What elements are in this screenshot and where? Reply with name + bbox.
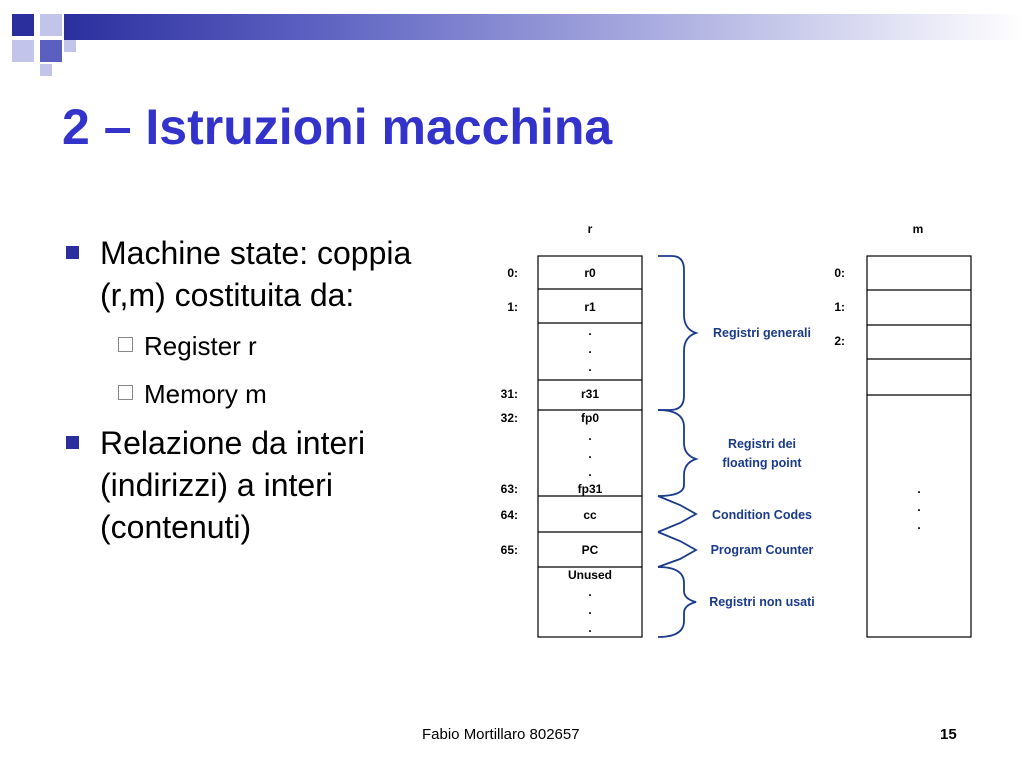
brace-unused (658, 567, 696, 637)
sub-bullet-text: Register r (144, 331, 257, 361)
group-label: floating point (722, 456, 802, 470)
memory-column-outline (867, 256, 971, 637)
register-address: 32: (500, 411, 518, 425)
corner-square-mid (40, 40, 62, 62)
ellipsis-dot: . (917, 500, 921, 514)
ellipsis-dot: . (588, 621, 592, 635)
ellipsis-dot: . (588, 324, 592, 338)
register-address: 63: (500, 482, 518, 496)
hollow-square-icon (118, 385, 133, 400)
ellipsis-dot: . (917, 518, 921, 532)
register-address: 64: (500, 508, 518, 522)
r-header: r (587, 222, 593, 236)
register-cell-label: r31 (580, 387, 600, 401)
register-address: 65: (500, 543, 518, 557)
register-address: 31: (500, 387, 518, 401)
bullet-text-line: Machine state: coppia (100, 235, 412, 271)
bullet-text-line: (r,m) costituita da: (100, 277, 355, 313)
register-cell-label: cc (583, 508, 597, 522)
bullet-square-icon (66, 246, 79, 259)
page-number: 15 (940, 726, 957, 743)
register-address: 1: (507, 300, 518, 314)
ellipsis-dot: . (588, 429, 592, 443)
ellipsis-dot: . (588, 342, 592, 356)
group-label: Registri generali (713, 326, 811, 340)
register-address: 0: (507, 266, 518, 280)
sub-bullet-item (62, 322, 502, 370)
register-cell-label: r1 (584, 300, 596, 314)
corner-square-light (40, 14, 62, 36)
machine-state-diagram (490, 215, 990, 645)
footer-author: Fabio Mortillaro 802657 (422, 726, 580, 743)
memory-column (867, 256, 971, 637)
brace-floating (658, 410, 696, 496)
corner-square-light (12, 40, 34, 62)
register-cell-label: Unused (567, 568, 613, 582)
corner-square-light (64, 40, 76, 52)
sub-bullet-text: Memory m (144, 379, 267, 409)
ellipsis-dot: . (588, 585, 592, 599)
group-label: Registri dei (727, 437, 797, 451)
group-braces (658, 256, 696, 637)
memory-address: 1: (834, 300, 845, 314)
group-label: Registri non usati (709, 595, 815, 609)
sub-bullet-item (62, 370, 502, 418)
bullet-text-line: (indirizzi) a interi (100, 467, 333, 503)
hollow-square-icon (118, 337, 133, 352)
bullet-text-line: Relazione da interi (100, 425, 366, 461)
group-label: Program Counter (710, 543, 814, 557)
bullet-list (62, 232, 502, 554)
bullet-square-icon (66, 436, 79, 449)
ellipsis-dot: . (588, 447, 592, 461)
bullet-text-line: (contenuti) (100, 509, 252, 545)
ellipsis-dot: . (588, 465, 592, 479)
bullet-item (62, 232, 502, 316)
corner-square-dark (12, 14, 34, 36)
group-label: Condition Codes (712, 508, 812, 522)
memory-address: 0: (834, 266, 845, 280)
corner-square-light (40, 64, 52, 76)
register-cell-label: PC (581, 543, 599, 557)
header-gradient-bar (64, 14, 1024, 40)
register-cell-label: fp0 (581, 411, 599, 425)
brace-cc (658, 496, 696, 532)
brace-general (658, 256, 696, 410)
bullet-item (62, 422, 502, 548)
brace-pc (658, 532, 696, 567)
ellipsis-dot: . (917, 482, 921, 496)
register-cell-label: fp31 (577, 482, 603, 496)
m-header: m (912, 222, 924, 236)
register-cell-label: r0 (584, 266, 596, 280)
memory-address: 2: (834, 334, 845, 348)
slide-title: 2 – Istruzioni macchina (62, 99, 613, 155)
ellipsis-dot: . (588, 360, 592, 374)
ellipsis-dot: . (588, 603, 592, 617)
